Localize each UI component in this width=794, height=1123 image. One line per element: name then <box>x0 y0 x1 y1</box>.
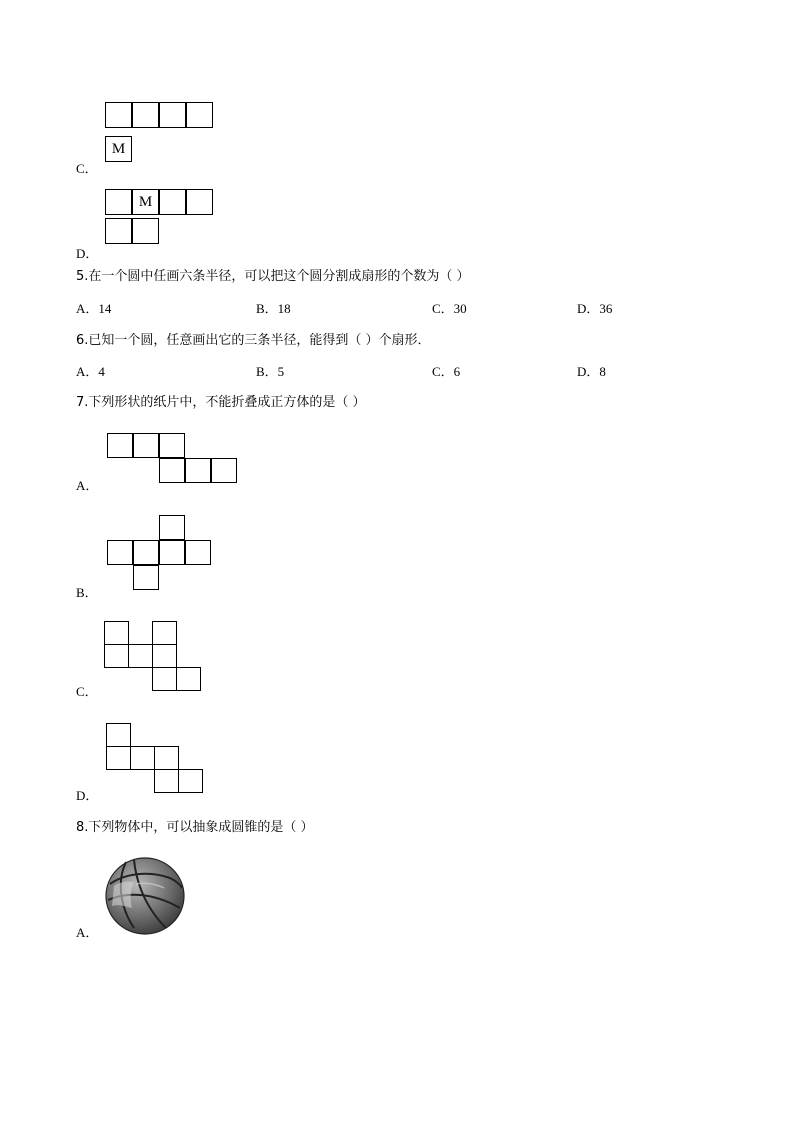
net-cell <box>159 515 185 540</box>
q6-option-c: C．6 <box>432 364 461 379</box>
net-cell <box>159 189 186 215</box>
net-cell <box>105 189 132 215</box>
option-c-label: C． <box>76 161 98 176</box>
q5-option-d: D．36 <box>577 301 613 316</box>
q8-option-a-label: A． <box>76 925 99 940</box>
net-cell <box>105 136 132 162</box>
net-cell <box>152 667 177 691</box>
cell-letter: M <box>138 193 153 210</box>
net-q7-d <box>106 723 206 795</box>
net-cell <box>159 102 186 128</box>
question-8-stem: 8.下列物体中，可以抽象成圆锥的是（ ） <box>76 820 314 835</box>
net-cell <box>185 540 211 565</box>
net-cell <box>132 102 159 128</box>
q6-option-a: A．4 <box>76 364 105 379</box>
net-cell <box>104 621 129 645</box>
net-cell <box>186 189 213 215</box>
q6-option-b: B．5 <box>256 364 285 379</box>
net-cell <box>152 644 177 668</box>
q7-option-b-label: B． <box>76 585 98 600</box>
net-cell <box>132 189 159 215</box>
net-q7-a <box>107 433 239 485</box>
net-cell <box>154 769 179 793</box>
net-cell <box>104 644 129 668</box>
net-cell <box>107 540 133 565</box>
net-cell <box>186 102 213 128</box>
q5-option-b: B．18 <box>256 301 291 316</box>
question-5-stem: 5.在一个圆中任画六条半径，可以把这个圆分割成扇形的个数为（ ） <box>76 269 470 284</box>
q5-option-a: A．14 <box>76 301 112 316</box>
net-cell <box>133 540 159 565</box>
net-cell <box>159 458 185 483</box>
net-cell <box>152 621 177 645</box>
net-q4-d <box>105 189 215 249</box>
question-7-stem: 7.下列形状的纸片中，不能折叠成正方体的是（ ） <box>76 395 366 410</box>
q7-option-c-label: C． <box>76 684 98 699</box>
net-cell <box>132 218 159 244</box>
net-cell <box>185 458 211 483</box>
net-cell <box>128 644 153 668</box>
q7-option-d-label: D． <box>76 788 99 803</box>
net-cell <box>133 565 159 590</box>
q7-option-a-label: A． <box>76 478 99 493</box>
net-q7-b <box>107 515 213 591</box>
net-cell <box>130 746 155 770</box>
net-cell <box>105 102 132 128</box>
net-cell <box>133 433 159 458</box>
net-cell <box>107 433 133 458</box>
question-6-stem: 6.已知一个圆，任意画出它的三条半径，能得到（ ）个扇形． <box>76 333 431 348</box>
q6-option-d: D．8 <box>577 364 606 379</box>
net-cell <box>178 769 203 793</box>
option-d-label: D． <box>76 246 99 261</box>
q5-option-c: C．30 <box>432 301 467 316</box>
net-cell <box>106 746 131 770</box>
basketball-icon <box>104 856 186 936</box>
net-cell <box>159 540 185 565</box>
net-q7-c <box>104 621 204 693</box>
net-cell <box>159 433 185 458</box>
net-cell <box>106 723 131 747</box>
cell-letter: M <box>111 140 126 157</box>
net-cell <box>211 458 237 483</box>
net-cell <box>176 667 201 691</box>
net-cell <box>105 218 132 244</box>
net-cell <box>154 746 179 770</box>
net-q4-c <box>105 102 215 162</box>
